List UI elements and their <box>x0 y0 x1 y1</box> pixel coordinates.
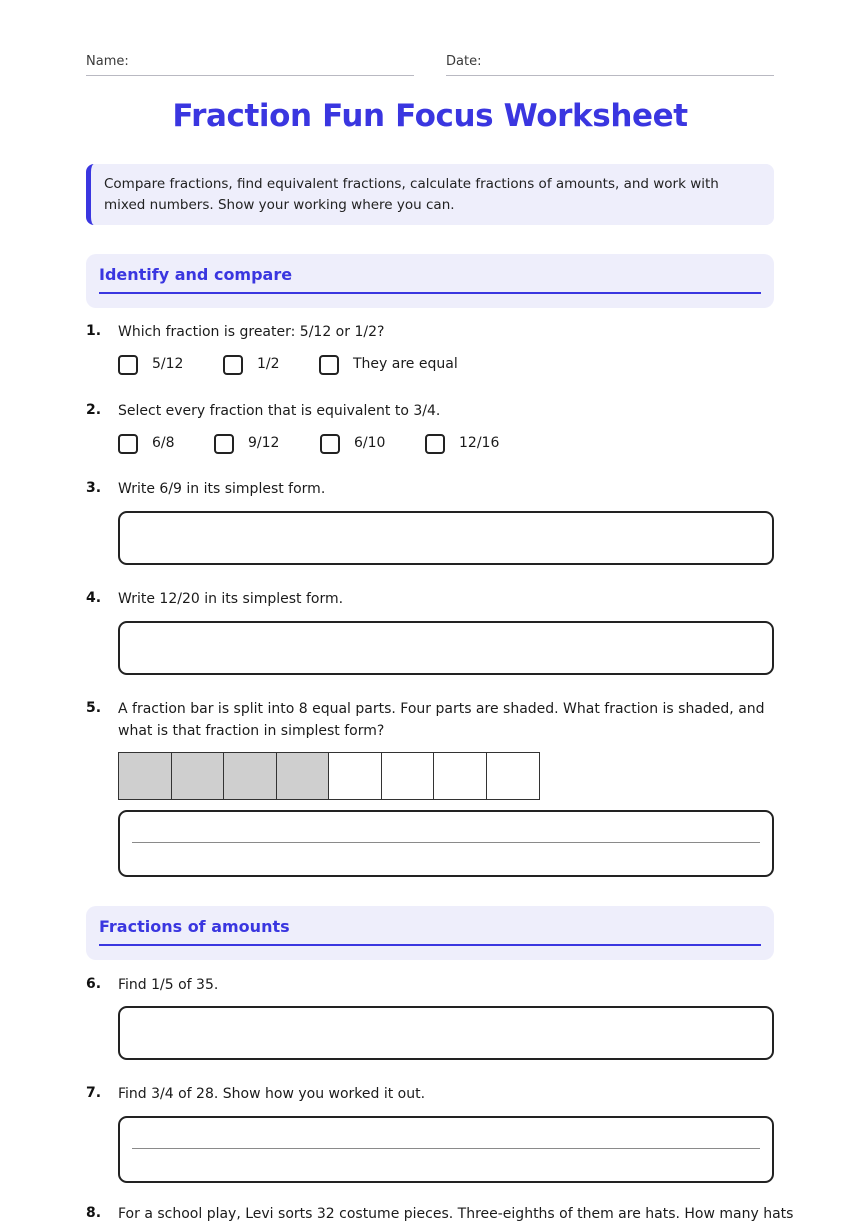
checkbox-icon[interactable] <box>214 434 234 454</box>
checkbox-icon[interactable] <box>319 355 339 375</box>
date-label: Date: <box>446 54 482 69</box>
fraction-bar <box>118 752 540 800</box>
option-label: 9/12 <box>248 435 280 451</box>
question-number: 8. <box>86 1205 102 1221</box>
instructions-box: Compare fractions, find equivalent fractions, calculate fractions of amounts, and work with mixed numbers. Show your working where you can. <box>86 164 774 225</box>
option-label: They are equal <box>353 356 458 372</box>
section-header-fractions-of-amounts <box>86 906 774 960</box>
option-label: 12/16 <box>459 435 500 451</box>
question-number: 1. <box>86 323 102 339</box>
fraction-bar-cell-shaded <box>172 753 225 799</box>
writing-line <box>132 1148 760 1149</box>
writing-line <box>132 842 760 843</box>
question-number: 5. <box>86 700 102 716</box>
checkbox-icon[interactable] <box>118 355 138 375</box>
checkbox-icon[interactable] <box>118 434 138 454</box>
answer-box[interactable] <box>118 810 774 877</box>
fraction-bar-cell-shaded <box>224 753 277 799</box>
section-title: Fractions of amounts <box>99 917 290 936</box>
question-text: For a school play, Levi sorts 32 costume pieces. Three-eighths of them are hats. How many hats <box>118 1206 794 1222</box>
section-rule <box>99 292 761 294</box>
answer-box[interactable] <box>118 1116 774 1183</box>
worksheet-title: Fraction Fun Focus Worksheet <box>172 98 688 134</box>
date-field[interactable] <box>446 54 774 76</box>
option-label: 6/10 <box>354 435 386 451</box>
question-number: 4. <box>86 590 102 606</box>
question-text: Find 3/4 of 28. Show how you worked it out. <box>118 1086 426 1102</box>
section-title: Identify and compare <box>99 265 293 284</box>
option-label: 6/8 <box>152 435 175 451</box>
question-text: Write 12/20 in its simplest form. <box>118 591 344 607</box>
checkbox-icon[interactable] <box>425 434 445 454</box>
question-number: 2. <box>86 402 102 418</box>
name-field[interactable] <box>86 54 414 76</box>
section-header-identify-compare <box>86 254 774 308</box>
answer-box[interactable] <box>118 1006 774 1060</box>
name-label: Name: <box>86 54 129 69</box>
question-number: 7. <box>86 1085 102 1101</box>
answer-box[interactable] <box>118 621 774 675</box>
question-text: Select every fraction that is equivalent to 3/4. <box>118 403 441 419</box>
question-text: Which fraction is greater: 5/12 or 1/2? <box>118 324 385 340</box>
fraction-bar-cell <box>329 753 382 799</box>
checkbox-icon[interactable] <box>223 355 243 375</box>
question-text: Find 1/5 of 35. <box>118 977 219 993</box>
fraction-bar-cell <box>434 753 487 799</box>
question-text: A fraction bar is split into 8 equal parts. Four parts are shaded. What fraction is shaded, and what is that fraction in simplest form? <box>118 701 765 739</box>
fraction-bar-cell <box>382 753 435 799</box>
question-number: 3. <box>86 480 102 496</box>
option-label: 1/2 <box>257 356 280 372</box>
name-date-row <box>86 54 774 76</box>
answer-box[interactable] <box>118 511 774 565</box>
fraction-bar-cell <box>487 753 540 799</box>
fraction-bar-cell-shaded <box>119 753 172 799</box>
fraction-bar-cell-shaded <box>277 753 330 799</box>
checkbox-icon[interactable] <box>320 434 340 454</box>
question-number: 6. <box>86 976 102 992</box>
question-text: Write 6/9 in its simplest form. <box>118 481 326 497</box>
section-rule <box>99 944 761 946</box>
option-label: 5/12 <box>152 356 184 372</box>
